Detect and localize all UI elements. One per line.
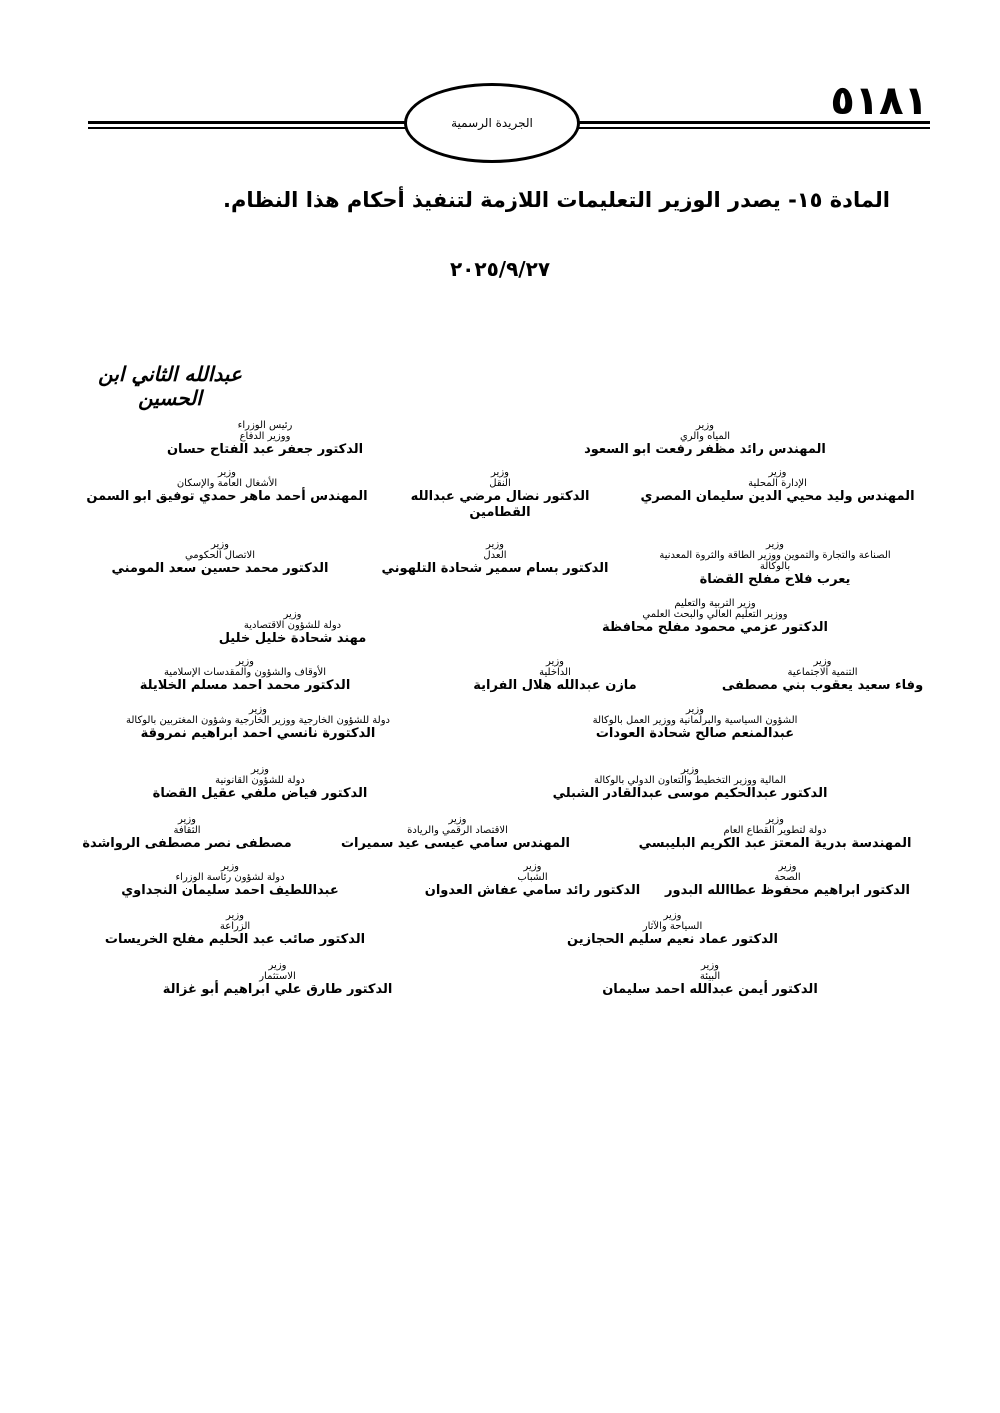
minister-portfolio: الداخلية xyxy=(539,667,571,678)
minister-title: وزير xyxy=(523,861,542,872)
minister-block xyxy=(110,656,380,694)
minister-block xyxy=(420,861,645,899)
minister-portfolio: النقل xyxy=(489,478,511,489)
minister-name: المهندس وليد محيي الدين سليمان المصري xyxy=(640,489,915,504)
minister-block xyxy=(110,861,350,899)
minister-block xyxy=(540,764,840,802)
minister-block xyxy=(560,704,830,742)
minister-portfolio: ووزير الدفاع xyxy=(239,431,291,442)
minister-block xyxy=(460,656,650,694)
minister-title: وزير xyxy=(249,704,267,715)
minister-title: وزير xyxy=(236,656,254,667)
minister-title: وزير xyxy=(283,609,302,620)
minister-block xyxy=(160,960,395,998)
minister-block xyxy=(140,764,380,802)
minister-portfolio: الزراعة xyxy=(219,921,251,932)
minister-block xyxy=(580,420,830,458)
minister-portfolio: دولة للشؤون الخارجية ووزير الخارجية وشؤون المغتربين بالوكالة xyxy=(126,715,390,726)
minister-block xyxy=(590,960,830,998)
minister-name: يعرب فلاح مفلح القضاة xyxy=(699,572,851,587)
minister-title: وزير xyxy=(211,539,229,550)
decree-date: ٢٠٢٥/٩/٢٧ xyxy=(449,257,551,281)
minister-title: وزير xyxy=(701,960,719,971)
minister-block xyxy=(140,420,390,458)
minister-title: وزير xyxy=(218,467,236,478)
minister-name: الدكتورة نانسي احمد ابراهيم نمروقة xyxy=(140,726,376,741)
article-text: المادة ١٥- يصدر الوزير التعليمات اللازمة لتنفيذ أحكام هذا النظام. xyxy=(223,188,890,212)
minister-block xyxy=(82,467,372,505)
minister-portfolio: الاستثمار xyxy=(259,971,296,982)
minister-portfolio: العدل xyxy=(483,550,507,561)
minister-title: وزير xyxy=(226,910,244,921)
minister-block xyxy=(395,467,605,521)
minister-name: الدكتور بسام سمير شحادة التلهوني xyxy=(381,561,609,576)
minister-title: وزير xyxy=(491,467,509,478)
minister-name: الدكتور رائد سامي عفاش العدوان xyxy=(424,883,641,898)
minister-block xyxy=(640,467,915,505)
minister-name: عبداللطيف احمد سليمان النجداوي xyxy=(121,883,339,898)
minister-title: وزير xyxy=(696,420,714,431)
minister-portfolio: التنمية الاجتماعية xyxy=(787,667,858,678)
minister-block xyxy=(625,814,925,852)
minister-portfolio: دولة لتطوير القطاع العام xyxy=(723,825,827,836)
minister-portfolio: ووزير التعليم العالي والبحث العلمي xyxy=(642,609,788,620)
minister-portfolio: المياه والري xyxy=(679,431,731,442)
minister-title: وزير xyxy=(778,861,797,872)
minister-block xyxy=(720,656,925,694)
minister-block xyxy=(82,814,292,852)
minister-title: وزير xyxy=(268,960,287,971)
minister-block xyxy=(625,539,925,588)
page-number: ٥١٨١ xyxy=(830,78,928,124)
minister-title: وزير xyxy=(546,656,564,667)
minister-name: وفاء سعيد يعقوب بني مصطفى xyxy=(721,678,924,693)
minister-acting-note: بالوكالة xyxy=(759,561,791,572)
minister-name: مهند شحادة خليل خليل xyxy=(218,631,367,646)
minister-portfolio: المالية ووزير التخطيط والتعاون الدولي بالوكالة xyxy=(593,775,787,786)
minister-name: المهندسة بدرية المعتز عبد الكريم البليبسي xyxy=(638,836,912,851)
minister-block xyxy=(340,814,570,852)
minister-name: المهندس رائد مظفر رفعت ابو السعود xyxy=(584,442,826,457)
minister-portfolio: السياحة والآثار xyxy=(642,921,703,932)
minister-name: عبدالمنعم صالح شحادة العودات xyxy=(595,726,795,741)
minister-name: الدكتور أيمن عبدالله احمد سليمان xyxy=(602,982,818,997)
minister-title: وزير xyxy=(448,814,467,825)
minister-block xyxy=(560,910,785,948)
minister-portfolio: الشؤون السياسية والبرلمانية ووزير العمل بالوكالة xyxy=(592,715,798,726)
minister-name: الدكتور محمد حسين سعد المومني xyxy=(111,561,329,576)
minister-block xyxy=(590,598,840,636)
minister-portfolio: الأشغال العامة والإسكان xyxy=(176,478,278,489)
minister-block xyxy=(100,910,370,948)
minister-portfolio: الصحة xyxy=(774,872,801,883)
minister-name: الدكتور صائب عبد الحليم مفلح الخريسات xyxy=(104,932,366,947)
minister-title: وزير xyxy=(221,861,239,872)
minister-title: وزير xyxy=(251,764,269,775)
minister-name: الدكتور عزمي محمود مفلح محافظة xyxy=(601,620,828,635)
minister-title: وزير xyxy=(663,910,682,921)
minister-block xyxy=(380,539,610,577)
minister-title: وزير التربية والتعليم xyxy=(674,598,756,609)
minister-portfolio: البيئة xyxy=(699,971,721,982)
minister-name: مازن عبدالله هلال الفراية xyxy=(473,678,637,693)
minister-title: وزير xyxy=(813,656,832,667)
minister-title: رئيس الوزراء xyxy=(237,420,293,431)
gazette-title: الجريدة الرسمية xyxy=(451,116,533,130)
minister-name: مصطفى نصر مصطفى الرواشدة xyxy=(82,836,292,851)
minister-block xyxy=(650,861,925,899)
minister-title: وزير xyxy=(768,467,787,478)
minister-portfolio: الثقافة xyxy=(173,825,201,836)
minister-portfolio: الإدارة المحلية xyxy=(748,478,807,489)
minister-name: الدكتور جعفر عبد الفتاح حسان xyxy=(166,442,364,457)
minister-name: الدكتور ابراهيم محفوظ عطاالله البدور xyxy=(665,883,910,898)
minister-title: وزير xyxy=(178,814,196,825)
minister-name: المهندس أحمد ماهر حمدي توفيق ابو السمن xyxy=(86,489,368,504)
minister-title: وزير xyxy=(486,539,504,550)
minister-portfolio: الصناعة والتجارة والتموين ووزير الطاقة والثروة المعدنية xyxy=(659,550,891,561)
minister-name: الدكتور عماد نعيم سليم الحجازين xyxy=(567,932,778,947)
minister-portfolio: دولة لشؤون رئاسة الوزراء xyxy=(175,872,285,883)
minister-name: الدكتور طارق علي ابراهيم أبو غزالة xyxy=(162,982,393,997)
minister-name: الدكتور نضال مرضي عبدالله القطامين xyxy=(410,489,590,520)
minister-block xyxy=(180,609,405,647)
minister-portfolio: الاقتصاد الرقمي والريادة xyxy=(407,825,508,836)
minister-block xyxy=(88,704,428,742)
minister-portfolio: دولة للشؤون الاقتصادية xyxy=(243,620,342,631)
minister-portfolio: الأوقاف والشؤون والمقدسات الإسلامية xyxy=(163,667,327,678)
minister-title: وزير xyxy=(766,539,784,550)
minister-name: الدكتور محمد احمد مسلم الخلايلة xyxy=(139,678,351,693)
minister-portfolio: دولة للشؤون القانونية xyxy=(215,775,305,786)
minister-title: وزير xyxy=(681,764,699,775)
gazette-title-badge xyxy=(404,83,580,163)
minister-title: وزير xyxy=(686,704,704,715)
minister-name: الدكتور عبدالحكيم موسى عبدالقادر الشبلي xyxy=(552,786,828,801)
minister-name: الدكتور فياض ملفي عقيل القضاة xyxy=(152,786,368,801)
minister-block xyxy=(100,539,340,577)
minister-name: المهندس سامي عيسى عيد سميرات xyxy=(340,836,570,851)
minister-portfolio: الاتصال الحكومي xyxy=(184,550,256,561)
royal-signature: عبدالله الثاني ابن الحسين xyxy=(98,362,242,410)
minister-title: وزير xyxy=(766,814,784,825)
minister-portfolio: الشباب xyxy=(517,872,548,883)
